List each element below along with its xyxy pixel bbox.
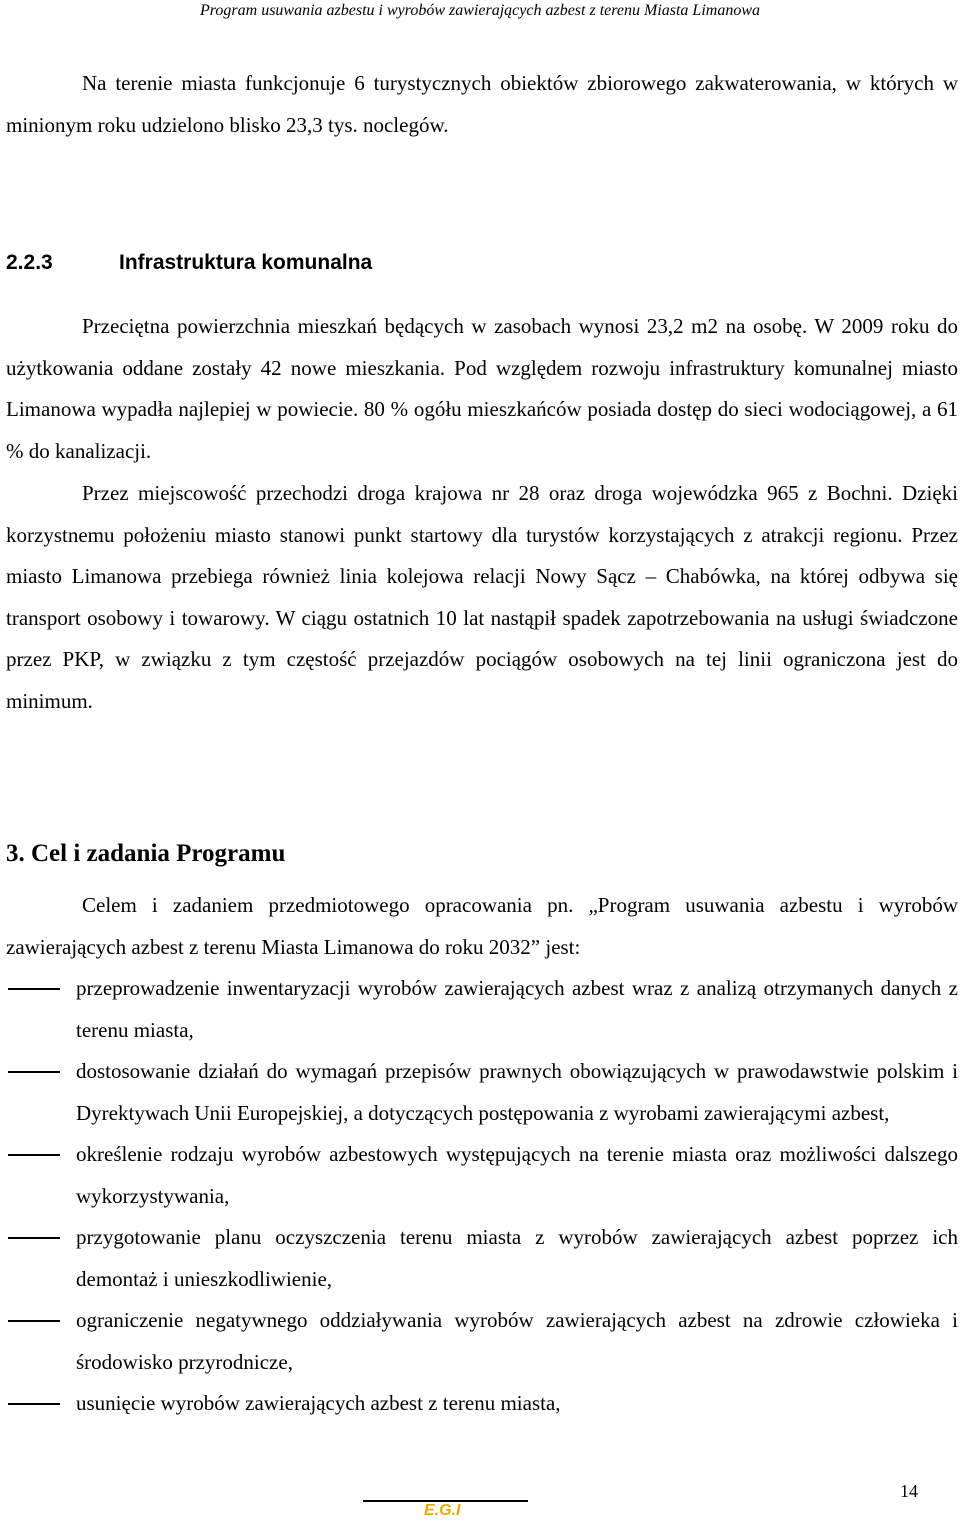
list-item: ograniczenie negatywnego oddziaływania wyrobów zawierających azbest na zdrowie człowieka i środowisko przyrodnicze, <box>0 1300 958 1383</box>
dash-bullet-icon <box>8 1403 60 1405</box>
section-title: Infrastruktura komunalna <box>119 251 373 274</box>
dash-bullet-icon <box>8 988 60 990</box>
dash-bullet-icon <box>8 1071 60 1073</box>
paragraph-housing: Przeciętna powierzchnia mieszkań będących w zasobach wynosi 23,2 m2 na osobę. W 2009 roku do użytkowania oddane zostały 42 nowe mieszkania. Pod względem rozwoju infrastruktury komunalnej miasto Limanowa wypadła najlepiej w powiecie. 80 % ogółu mieszkańców posiada dostęp do sieci wodociągowej, a 61 % do kanalizacji. <box>6 314 958 463</box>
page-header: Program usuwania azbestu i wyrobów zawierających azbest z terenu Miasta Limanowa <box>200 2 760 19</box>
dash-bullet-icon <box>8 1154 60 1156</box>
list-item: przygotowanie planu oczyszczenia terenu miasta z wyrobów zawierających azbest poprzez ich demontaż i unieszkodliwienie, <box>0 1217 958 1300</box>
section-heading-2-2-3 <box>6 249 372 277</box>
company-logo: E.G.I <box>424 1502 461 1519</box>
list-item: przeprowadzenie inwentaryzacji wyrobów zawierających azbest wraz z analizą otrzymanych danych z terenu miasta, <box>0 968 958 1051</box>
paragraph-transport: Przez miejscowość przechodzi droga krajowa nr 28 oraz droga wojewódzka 965 z Bochni. Dzięki korzystnemu położeniu miasto stanowi punkt startowy dla turystów korzystających z atrakcji regionu. Przez miasto Limanowa przebiega również linia kolejowa relacji Nowy Sącz – Chabówka, na której odbywa się transport osobowy i towarowy. W ciągu ostatnich 10 lat nastąpił spadek zapotrzebowania na usługi świadczone przez PKP, w związku z tym częstość przejazdów pociągów osobowych na tej linii ograniczona jest do minimum. <box>6 481 958 713</box>
list-item: usunięcie wyrobów zawierających azbest z terenu miasta, <box>0 1383 958 1425</box>
dash-bullet-icon <box>8 1320 60 1322</box>
list-item: określenie rodzaju wyrobów azbestowych występujących na terenie miasta oraz możliwości dalszego wykorzystywania, <box>0 1134 958 1217</box>
section-heading-3: 3. Cel i zadania Programu <box>6 840 286 867</box>
list-item: dostosowanie działań do wymagań przepisów prawnych obowiązujących w prawodawstwie polskim i Dyrektywach Unii Europejskiej, a dotyczących postępowania z wyrobami zawierającymi azbest, <box>0 1051 958 1134</box>
goals-list <box>0 968 958 1425</box>
dash-bullet-icon <box>8 1237 60 1239</box>
section-number: 2.2.3 <box>6 251 53 274</box>
page-number: 14 <box>900 1481 918 1501</box>
paragraph-program-goal: Celem i zadaniem przedmiotowego opracowania pn. „Program usuwania azbestu i wyrobów zawierających azbest z terenu Miasta Limanowa do roku 2032” jest: <box>6 893 958 959</box>
paragraph-accommodation: Na terenie miasta funkcjonuje 6 turystycznych obiektów zbiorowego zakwaterowania, w których w minionym roku udzielono blisko 23,3 tys. noclegów. <box>6 71 958 137</box>
